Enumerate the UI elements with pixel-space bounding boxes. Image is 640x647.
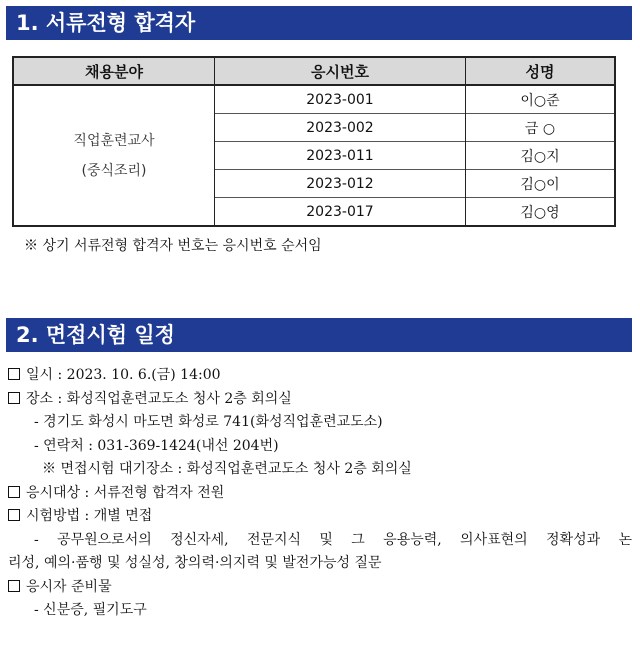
table-header-row — [13, 57, 615, 85]
checkbox-bullet-icon — [8, 509, 20, 521]
section-1-header — [6, 6, 632, 40]
schedule-date: 일시 : 2023. 10. 6.(금) 14:00 — [26, 367, 221, 383]
schedule-prep-line — [8, 576, 632, 600]
results-note: ※ 상기 서류전형 합격자 번호는 응시번호 순서임 — [24, 238, 322, 254]
applicant-name: 김○영 — [465, 198, 615, 227]
schedule-contact: - 연락처 : 031-369-1424(내선 204번) — [34, 437, 279, 454]
schedule-details — [8, 364, 632, 623]
field-cell — [13, 85, 215, 226]
results-table — [12, 56, 616, 227]
checkbox-bullet-icon — [8, 486, 20, 498]
applicant-name: 금 ○ — [465, 114, 615, 142]
schedule-method: 시험방법 : 개별 면접 — [26, 508, 153, 524]
section-2-header — [6, 318, 632, 352]
schedule-address: - 경기도 화성시 마도면 화성로 741(화성직업훈련교도소) — [34, 414, 383, 430]
schedule-date-line — [8, 364, 632, 388]
applicant-id: 2023-012 — [215, 170, 466, 198]
schedule-waiting-room: ※ 면접시험 대기장소 : 화성직업훈련교도소 청사 2층 회의실 — [42, 461, 412, 477]
section-1-title: 1. 서류전형 합격자 — [16, 11, 196, 35]
schedule-target-line — [8, 482, 632, 506]
schedule-prep-items: - 신분증, 필기도구 — [34, 602, 147, 618]
schedule-criteria-1: - 공무원으로서의 정신자세, 전문지식 및 그 응용능력, 의사표현의 정확성과 논 — [34, 531, 632, 548]
column-header-id: 응시번호 — [215, 57, 466, 85]
applicant-name: 김○지 — [465, 142, 615, 170]
section-2-title: 2. 면접시험 일정 — [16, 323, 175, 347]
schedule-place: 장소 : 화성직업훈련교도소 청사 2층 회의실 — [26, 390, 292, 407]
schedule-prep: 응시자 준비물 — [26, 578, 112, 595]
applicant-name: 김○이 — [465, 170, 615, 198]
applicant-id: 2023-011 — [215, 142, 466, 170]
schedule-target: 응시대상 : 서류전형 합격자 전원 — [26, 484, 225, 501]
table-row — [13, 85, 615, 114]
schedule-method-line — [8, 505, 632, 529]
column-header-field: 채용분야 — [13, 57, 215, 85]
checkbox-bullet-icon — [8, 580, 20, 592]
schedule-criteria-2: 리성, 예의·품행 및 성실성, 창의력·의지력 및 발전가능성 질문 — [8, 555, 382, 571]
column-header-name: 성명 — [465, 57, 615, 85]
applicant-id: 2023-001 — [215, 85, 466, 114]
applicant-id: 2023-002 — [215, 114, 466, 142]
checkbox-bullet-icon — [8, 392, 20, 404]
field-category: (중식조리) — [81, 162, 147, 179]
applicant-id: 2023-017 — [215, 198, 466, 227]
field-name: 직업훈련교사 — [73, 132, 155, 149]
checkbox-bullet-icon — [8, 368, 20, 380]
applicant-name: 이○준 — [465, 85, 615, 114]
schedule-place-line — [8, 388, 632, 412]
